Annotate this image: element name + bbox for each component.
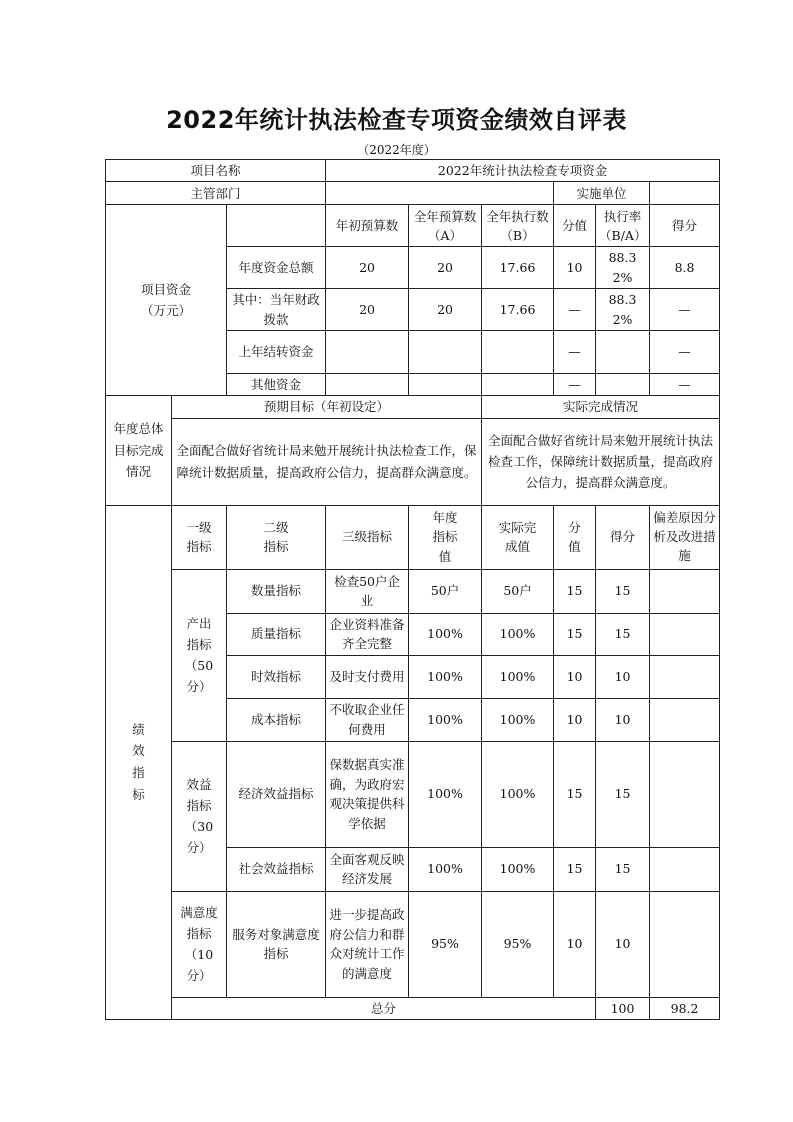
- funds-header-executed: 全年执行数（B）: [482, 205, 554, 247]
- fund-row-name: 年度资金总额: [227, 247, 326, 289]
- funds-header-annual: 全年预算数（A）: [409, 205, 482, 247]
- fund-row-weight: —: [554, 373, 596, 395]
- indicator-level3: 进一步提高政府公信力和群众对统计工作的满意度: [326, 891, 409, 997]
- indicator-actual: 95%: [482, 891, 554, 997]
- indicator-score: 10: [596, 698, 650, 741]
- indicator-group-benefit-text: 效益指标（30分）: [184, 776, 214, 856]
- ind-header-target-text: 年度指标值: [432, 510, 458, 564]
- ind-header-level1-text: 一级指标: [186, 519, 212, 555]
- fund-row-weight: —: [554, 330, 596, 373]
- fund-row-weight: —: [554, 289, 596, 331]
- indicator-level2: 服务对象满意度指标: [227, 891, 326, 997]
- ind-header-target: [409, 505, 482, 569]
- indicator-group-output-text: 产出指标（50分）: [184, 615, 214, 695]
- fund-row-score: 8.8: [650, 247, 720, 289]
- ind-header-level1: [172, 505, 227, 569]
- fund-row-score: —: [650, 330, 720, 373]
- fund-row-rate: [596, 330, 650, 373]
- indicator-weight: 15: [554, 569, 596, 613]
- fund-row-executed: 17.66: [482, 247, 554, 289]
- impl-unit-label: 实施单位: [554, 182, 650, 205]
- indicator-weight: 10: [554, 891, 596, 997]
- indicator-target: 95%: [409, 891, 482, 997]
- ind-header-score: 得分: [596, 505, 650, 569]
- project-name-label: 项目名称: [106, 160, 326, 182]
- indicator-level2: 质量指标: [227, 613, 326, 655]
- indicator-level2: 经济效益指标: [227, 741, 326, 847]
- fund-row-annual: 20: [409, 289, 482, 331]
- fund-row-executed: [482, 330, 554, 373]
- indicator-weight: 15: [554, 741, 596, 847]
- fund-row-annual: [409, 330, 482, 373]
- fund-row-executed: 17.66: [482, 289, 554, 331]
- actual-result-header: 实际完成情况: [482, 396, 720, 418]
- funds-label-text: 项目资金（万元）: [140, 282, 191, 319]
- indicator-note: [650, 698, 720, 741]
- ind-header-actual-text: 实际完成值: [498, 519, 537, 555]
- total-label: 总分: [172, 997, 596, 1019]
- expected-goal-text: 全面配合做好省统计局来勉开展统计执法检查工作，保障统计数据质量，提高政府公信力，提高群众满意度。: [172, 418, 482, 505]
- indicator-level3: 保数据真实准确，为政府宏观决策提供科学依据: [326, 741, 409, 847]
- indicator-level3: 检查50户企业: [326, 569, 409, 613]
- fund-row-score: —: [650, 373, 720, 395]
- funds-header-rate: 执行率（B/A）: [596, 205, 650, 247]
- fund-row-initial: 20: [326, 289, 409, 331]
- indicator-group-satisfaction-text: 满意度指标（10分）: [180, 904, 218, 984]
- indicator-level3: 及时支付费用: [326, 655, 409, 698]
- ind-header-level2-text: 二级指标: [263, 519, 289, 555]
- indicator-target: 100%: [409, 741, 482, 847]
- ind-header-level3: 三级指标: [326, 505, 409, 569]
- fund-row-weight: 10: [554, 247, 596, 289]
- fund-row-rate: [596, 373, 650, 395]
- indicator-score: 15: [596, 569, 650, 613]
- fund-row-name: [227, 330, 326, 373]
- ind-header-actual: [482, 505, 554, 569]
- fund-row-initial: [326, 373, 409, 395]
- funds-header-score: 得分: [650, 205, 720, 247]
- self-evaluation-table: [105, 159, 720, 1020]
- ind-header-level2: [227, 505, 326, 569]
- indicator-target: 100%: [409, 655, 482, 698]
- actual-result-text: 全面配合做好省统计局来勉开展统计执法检查工作，保障统计数据质量，提高政府公信力，提高群众满意度。: [482, 418, 720, 505]
- indicator-level2: 数量指标: [227, 569, 326, 613]
- ind-header-weight: [554, 505, 596, 569]
- fund-row-score: —: [650, 289, 720, 331]
- fund-row-initial: [326, 330, 409, 373]
- fund-row-annual: 20: [409, 247, 482, 289]
- indicator-weight: 15: [554, 847, 596, 891]
- indicator-actual: 100%: [482, 655, 554, 698]
- indicator-level3: 企业资料准备齐全完整: [326, 613, 409, 655]
- indicator-target: 100%: [409, 698, 482, 741]
- indicator-score: 10: [596, 891, 650, 997]
- dept-label: 主管部门: [106, 182, 326, 205]
- indicator-score: 15: [596, 741, 650, 847]
- fund-row-annual: [409, 373, 482, 395]
- indicator-score: 10: [596, 655, 650, 698]
- dept-value: [326, 182, 554, 205]
- funds-label: [106, 205, 227, 396]
- fund-row-name: 其中：当年财政拨款: [227, 289, 326, 331]
- indicator-target: 100%: [409, 613, 482, 655]
- indicator-level3: 全面客观反映经济发展: [326, 847, 409, 891]
- fund-row-rate: 88.32%: [596, 289, 650, 331]
- indicator-note: [650, 741, 720, 847]
- indicator-group-benefit: [172, 741, 227, 891]
- document-title: 2022年统计执法检查专项资金绩效自评表: [166, 106, 627, 134]
- fund-row-name-text: 上年结转资金: [238, 344, 314, 360]
- total-score: 98.2: [650, 997, 720, 1019]
- fund-row-rate: 88.32%: [596, 247, 650, 289]
- fund-row-initial: 20: [326, 247, 409, 289]
- fund-row-executed: [482, 373, 554, 395]
- indicators-label-text: 绩效指标: [132, 721, 145, 803]
- indicator-note: [650, 655, 720, 698]
- indicator-weight: 15: [554, 613, 596, 655]
- project-name-value: 2022年统计执法检查专项资金: [326, 160, 720, 182]
- ind-header-note: 偏差原因分析及改进措施: [650, 505, 720, 569]
- indicator-actual: 100%: [482, 847, 554, 891]
- indicator-note: [650, 569, 720, 613]
- indicator-level2: 时效指标: [227, 655, 326, 698]
- indicators-label: [106, 505, 172, 1019]
- total-weight: 100: [596, 997, 650, 1019]
- funds-header-weight: 分值: [554, 205, 596, 247]
- indicator-group-satisfaction: [172, 891, 227, 997]
- indicator-group-output: [172, 569, 227, 741]
- indicator-level2: 社会效益指标: [227, 847, 326, 891]
- indicator-target: 100%: [409, 847, 482, 891]
- year-note: （2022年度）: [357, 143, 436, 157]
- expected-goal-header: 预期目标（年初设定）: [172, 396, 482, 418]
- indicator-actual: 100%: [482, 741, 554, 847]
- goals-label-text: 年度总体目标完成情况: [113, 420, 164, 480]
- funds-header-initial: 年初预算数: [326, 205, 409, 247]
- indicator-note: [650, 847, 720, 891]
- goals-label: [106, 396, 172, 505]
- indicator-level3: 不收取企业任何费用: [326, 698, 409, 741]
- indicator-note: [650, 891, 720, 997]
- fund-row-name: 其他资金: [227, 373, 326, 395]
- impl-unit-value: [650, 182, 720, 205]
- indicator-note: [650, 613, 720, 655]
- indicator-actual: 100%: [482, 613, 554, 655]
- indicator-level2: 成本指标: [227, 698, 326, 741]
- indicator-actual: 50户: [482, 569, 554, 613]
- indicator-weight: 10: [554, 655, 596, 698]
- indicator-weight: 10: [554, 698, 596, 741]
- indicator-score: 15: [596, 847, 650, 891]
- funds-header-blank: [227, 205, 326, 247]
- indicator-target: 50户: [409, 569, 482, 613]
- ind-header-weight-text: 分值: [568, 519, 581, 555]
- indicator-score: 15: [596, 613, 650, 655]
- indicator-actual: 100%: [482, 698, 554, 741]
